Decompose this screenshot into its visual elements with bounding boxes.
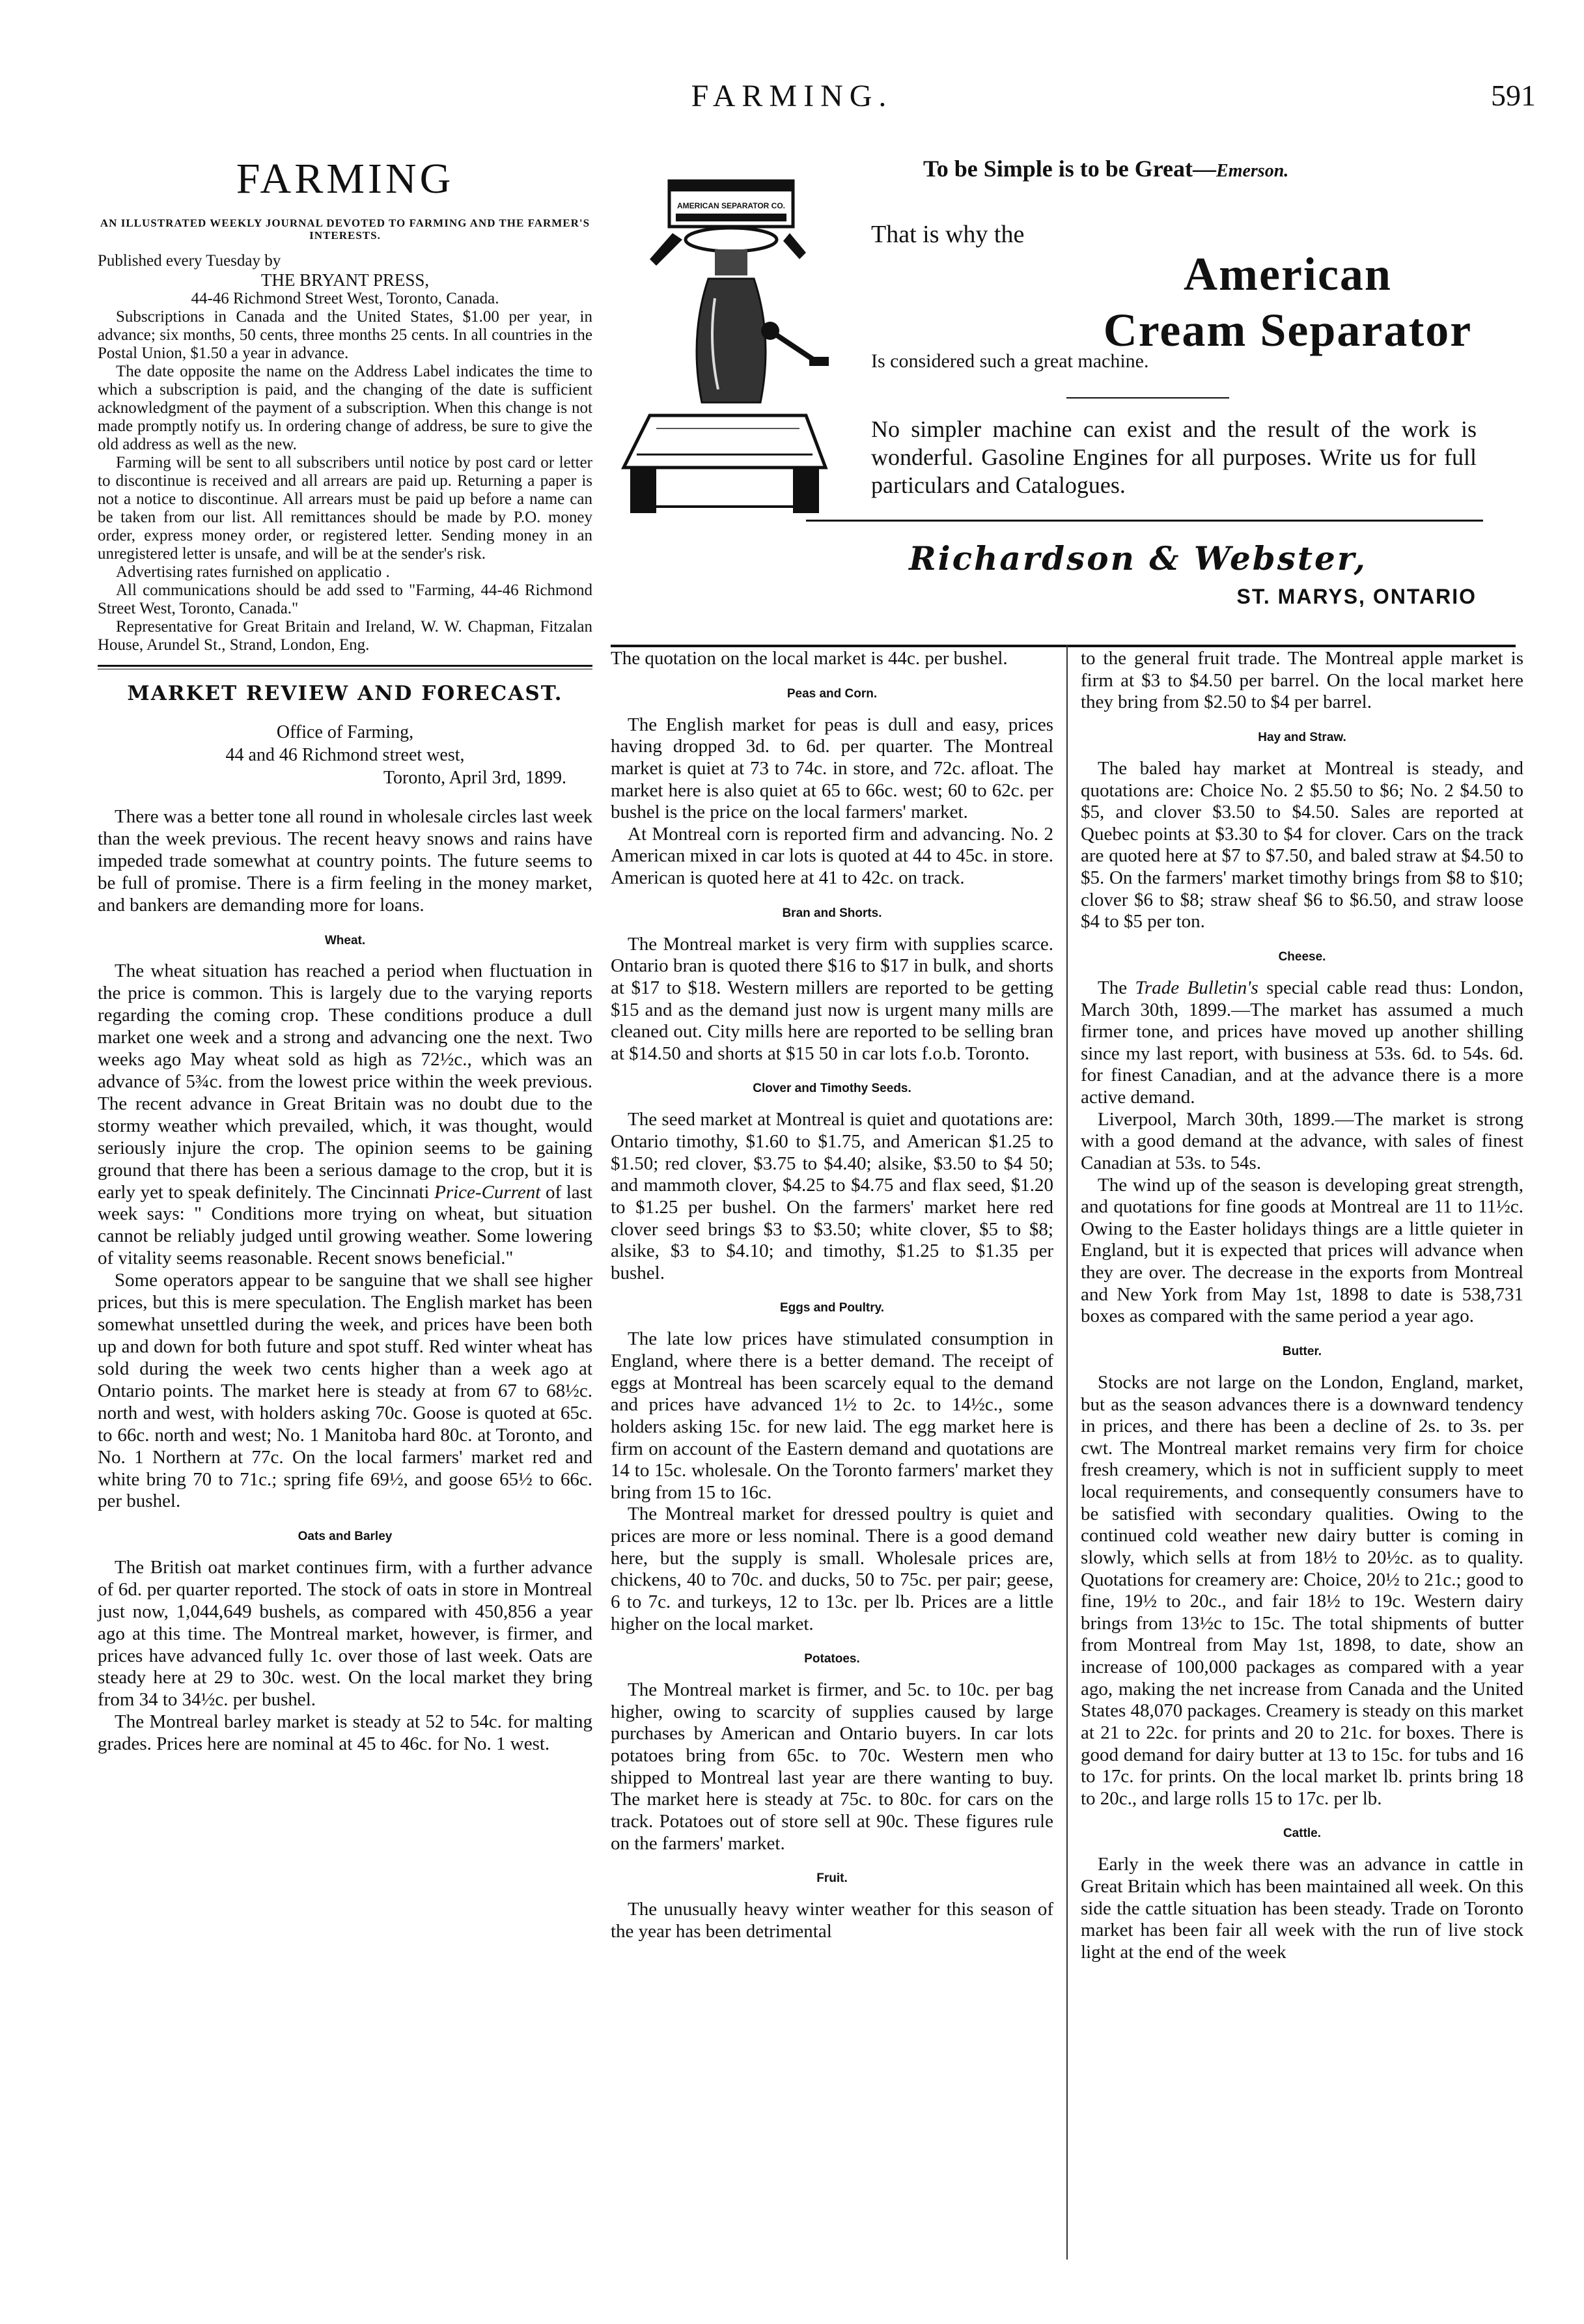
market-review-heading: MARKET REVIEW AND FORECAST. <box>127 682 563 706</box>
peas-paragraph-2: At Montreal corn is reported firm and advancing. No. 2 American mixed in car lots is quoted at 44 to 45c. in store. American is quoted here at 41 to 42c. on track. <box>611 823 1053 888</box>
ad-rule <box>806 520 1483 522</box>
cheese-paragraph-1 <box>1081 977 1523 1109</box>
hay-paragraph-1: The baled hay market at Montreal is steady, and quotations are: Choice No. 2 $5.50 to $6; No. 2 $4.50 to $5, and clover $3.50 to $4.50. Sales are reported at Quebec points at $3.30 to $4 for clover. Cars on the track are quoted here at $7 to $7.50, and baled straw at $4.50 to $5. On the farmers' market timothy brings from $8 to $10; clover $6 to $8; straw sheaf $6 to $6.50, and straw loose $4 to $5 per ton. <box>1081 757 1523 932</box>
wheat-text: The wheat situation has reached a period when fluctuation in the price is common. This is largely due to the varying reports regarding the coming crop. These conditions produce a dull market one week and a strong and advancing one the next. Two weeks ago May wheat sold as high as 72½c., which was an advance of 5¾c. from the lowest price within the week previous. The recent advance in Great Britain was no doubt due to the stormy weather which prevailed, which, it was thought, would seriously injure the crop. The opinion seems to be gaining ground that there has been a serious damage to the crop, but it is early yet to speak definitely. The Cincinnati <box>98 960 592 1203</box>
cheese-heading: Cheese. <box>1278 949 1326 964</box>
eggs-heading: Eggs and Poultry. <box>779 1301 885 1315</box>
eggs-paragraph-1: The late low prices have stimulated consumption in England, where there is a better demand. The receipt of eggs at Montreal has been scarcely equal to the demand and prices have advanced 1½ to 2c. to 14½c., some holders asking 15c. for new laid. The egg market here is firm on account of the Eastern demand and quotations are 14 to 15c. wholesale. On the Toronto farmers' market they bring from 15 to 16c. <box>611 1328 1053 1503</box>
cattle-paragraph-1: Early in the week there was an advance in cattle in Great Britain which has been maintained all week. On this side the cattle situation has been steady. Trade on Toronto market has been fair all week with the run of live stock light at the end of the week <box>1081 1854 1523 1963</box>
oats-paragraph-2: The Montreal barley market is steady at 52 to 54c. for malting grades. Prices here are nominal at 45 to 46c. for No. 1 west. <box>98 1711 592 1755</box>
section-rule <box>98 665 592 669</box>
cream-separator-illustration <box>611 168 832 533</box>
separator-label: AMERICAN SEPARATOR CO. <box>676 201 786 210</box>
page-number: 591 <box>1491 79 1536 112</box>
communications-notice: All communications should be add ssed to "Farming, 44-46 Richmond Street West, Toronto, Canada." <box>98 581 592 618</box>
date-label-notice: The date opposite the name on the Address Label indicates the time to which a subscription is paid, and the changing of the date is sufficient acknowledgment of the payment of a subscription. When this change is not made promptly notify us. In ordering change of address, be sure to give the old address as well as the new. <box>98 363 592 454</box>
right-column <box>1081 648 1523 1964</box>
wheat-quote: of last week says: " Conditions more trying on wheat, but situation cannot be reliably judged until growing weather. Some lowering of vitality seems reasonable. Recent snows beneficial." <box>98 1181 592 1269</box>
representative-notice: Representative for Great Britain and Ireland, W. W. Chapman, Fitzalan House, Arundel St., Strand, London, Eng. <box>98 618 592 654</box>
market-intro: There was a better tone all round in wholesale circles last week than the week previous. The recent heavy snows and rains have impeded trade somewhat at country points. The future seems to be full of promise. There is a firm feeling in the money market, and bankers are demanding more for loans. <box>98 806 592 916</box>
butter-paragraph-1: Stocks are not large on the London, England, market, but as the season advances there is a downward tendency in prices, and there has been a decline of 2s. to 3s. per cwt. The Montreal market remains very firm for choice fresh creamery, which is not in sufficient supply to meet local requirements, and consequently consumers have to be satisfied with secondary qualities. Owing to the continued cold weather new dairy butter is coming in slowly, which sells at from 18½ to 20½c. as to quality. Quotations for creamery are: Choice, 20½ to 21c.; good to fine, 19½ to 20c., and fair 18½ to 19c. Western dairy brings from 13½c to 15c. The total shipments of butter from Montreal from May 1st, 1898, to date, show an increase of 100,000 packages as compared with a year ago, making the net increase from Canada and the United States 48,070 packages. Creamery is steady on this market at 21 to 22c. for prints and 20 to 21c. for boxes. There is good demand for dairy butter at 13 to 15c. for tubs and 16 to 17c. for prints. On the local market lb. prints bring 18 to 20c., and large rolls 15 to 17c. per lb. <box>1081 1371 1523 1809</box>
tagline-attribution: Emerson. <box>1216 161 1289 181</box>
left-column <box>98 155 592 1756</box>
ad-why-line: That is why the <box>871 221 1025 248</box>
bran-paragraph-1: The Montreal market is very firm with supplies scarce. Ontario bran is quoted there $16 to $17 in bulk, and shorts at $17 to $18. Western millers are reported to be getting $15 and as the demand just now is urgent many mills are cleaned out. City mills here are reported to be selling bran at $14.50 and shorts at $15 50 in car lots f.o.b. Toronto. <box>611 933 1053 1064</box>
oats-heading: Oats and Barley <box>298 1530 393 1544</box>
running-title: FARMING. <box>691 79 893 113</box>
fruit-paragraph-1: The unusually heavy winter weather for this season of the year has been detrimental <box>611 1899 1053 1942</box>
discontinue-notice: Farming will be sent to all subscribers until notice by post card or letter to discontinue is received and all arrears are paid up. Returning a paper is not a notice to discontinue. All arrears must be paid up before a name can be taken from our list. All remittances should be made by P.O. money order, express money order, or registered letter. Sending money in an unregistered letter is unsafe, and will be at the sender's risk. <box>98 454 592 563</box>
clover-heading: Clover and Timothy Seeds. <box>753 1082 911 1096</box>
office-line-2: 44 and 46 Richmond street west, <box>225 745 465 766</box>
office-line-1: Office of Farming, <box>276 722 414 743</box>
ad-firm-name: Richardson & Webster, <box>909 539 1367 578</box>
fruit-heading: Fruit. <box>816 1871 848 1886</box>
butter-heading: Butter. <box>1282 1344 1322 1358</box>
cream-separator-drawing <box>611 168 832 533</box>
ad-firm-location: ST. MARYS, ONTARIO <box>1236 585 1477 608</box>
masthead-title: FARMING <box>236 155 454 203</box>
wheat-paragraph-1 <box>98 960 592 1270</box>
trade-bulletin-title: Trade Bulletin's <box>1135 977 1258 998</box>
potatoes-heading: Potatoes. <box>804 1652 860 1666</box>
ad-pitch: No simpler machine can exist and the result of the work is wonderful. Gasoline Engines for all purposes. Write us for full particulars and Catalogues. <box>871 416 1477 499</box>
ad-tagline <box>923 155 1288 182</box>
eggs-paragraph-2: The Montreal market for dressed poultry is quiet and prices are more or less nominal. There is a good demand here, but the supply is small. Wholesale prices are, chickens, 40 to 70c. and ducks, 50 to 75c. per pair; geese, 6 to 7c. and turkeys, 12 to 13c. per lb. Prices are a little higher on the local market. <box>611 1504 1053 1634</box>
cheese-text: special cable read thus: London, March 30th, 1899.—The market has assumed a much firmer tone, and prices have moved up another shilling since my last report, with business at 53s. 6d. to 54s. 6d. for finest Canadian, and at the advance there is a more active demand. <box>1081 977 1524 1108</box>
tagline-text: To be Simple is to be Great— <box>923 156 1217 182</box>
wheat-paragraph-2: Some operators appear to be sanguine that we shall see higher prices, but this is mere speculation. The English market has been somewhat unsettled during the week, and prices have been both up and down for both future and spot stuff. Red winter wheat has sold during the week two cents higher than a week ago at Ontario points. The market here is steady at from 67 to 68½c. north and west, with holders asking 70c. Goose is quoted at 65c. to 66c. north and west; No. 1 Manitoba hard 80c. at Toronto, and No. 1 Northern at 77c. On the local farmers' market red and white bring 70 to 71c.; spring fife 69½, and goose 65½ to 66c. per bushel. <box>98 1270 592 1512</box>
price-current-title: Price-Current <box>434 1181 541 1203</box>
wheat-heading: Wheat. <box>324 933 366 947</box>
publisher-name: THE BRYANT PRESS, <box>260 270 430 290</box>
office-dateline <box>98 721 592 789</box>
peas-paragraph-1: The English market for peas is dull and easy, prices having dropped 3d. to 6d. per quarter. The Montreal market is quiet at 73 to 74c. in store, and 72c. afloat. The market here is also quiet at 65 to 66c. west; 60 to 62c. per bushel is the price on the local farmers' market. <box>611 714 1053 823</box>
cheese-paragraph-2: Liverpool, March 30th, 1899.—The market is strong with a good demand at the advance, with sales of finest Canadian at 53s. to 54s. <box>1081 1108 1523 1173</box>
office-line-3: Toronto, April 3rd, 1899. <box>383 768 566 789</box>
ad-brand-name <box>1066 246 1509 359</box>
oats-paragraph-1: The British oat market continues firm, with a further advance of 6d. per quarter reported. The stock of oats in store in Montreal just now, 1,044,649 bushels, as compared with 450,856 a year ago at this time. The Montreal market, however, is firmer, and prices have advanced fully 1c. over those of last week. Oats are steady here at 29 to 30c. west. On the local market they bring from 34 to 34½c. per bushel. <box>98 1556 592 1711</box>
brand-line-2: Cream Separator <box>1103 304 1473 357</box>
middle-column <box>611 648 1053 1942</box>
cattle-heading: Cattle. <box>1283 1827 1322 1841</box>
masthead-subtitle: AN ILLUSTRATED WEEKLY JOURNAL DEVOTED TO FARMING AND THE FARMER'S INTERESTS. <box>100 216 591 242</box>
advertising-notice: Advertising rates furnished on applicatio . <box>116 563 390 581</box>
fruit-continued: to the general fruit trade. The Montreal apple market is firm at $3 to $4.50 per barrel. On the local market here they bring from $2.50 to $4 per barrel. <box>1081 648 1523 713</box>
oats-continued: The quotation on the local market is 44c. per bushel. <box>611 648 1008 669</box>
ad-bottom-rule <box>611 645 1516 647</box>
cream-separator-advertisement <box>611 155 1509 645</box>
cheese-intro-word: The <box>1098 977 1128 998</box>
cheese-paragraph-3: The wind up of the season is developing great strength, and quotations for fine goods at Montreal are 11 to 11½c. Owing to the Easter holidays things are a little quieter in England, but it is expected that prices will advance when they are over. The decrease in the exports from Montreal and New York from May 1st, 1898 to date is 538,731 boxes as compared with the same period a year ago. <box>1081 1174 1523 1327</box>
published-line: Published every Tuesday by <box>98 251 281 270</box>
ad-divider <box>1066 397 1229 399</box>
bran-heading: Bran and Shorts. <box>782 906 882 920</box>
subscriptions-notice: Subscriptions in Canada and the United States, $1.00 per year, in advance; six months, 50 cents, three months 25 cents. In all countries in the Postal Union, $1.50 a year in advance. <box>98 308 592 363</box>
potatoes-paragraph-1: The Montreal market is firmer, and 5c. to 10c. per bag higher, owing to scarcity of supplies caused by large purchases by American and Ontario buyers. In car lots potatoes bring from 65c. to 70c. Western men who shipped to Montreal last year are there wanting to buy. The market here is steady at 75c. to 80c. for cars on the track. Potatoes out of store sell at 90c. These figures rule on the farmers' market. <box>611 1679 1053 1854</box>
brand-line-1: American <box>1184 248 1392 300</box>
peas-heading: Peas and Corn. <box>786 686 878 701</box>
clover-paragraph-1: The seed market at Montreal is quiet and quotations are: Ontario timothy, $1.60 to $1.75, and American $1.25 to $1.50; red clover, $3.75 to $4.40; alsike, $3.50 to $4 50; and mammoth clover, $4.25 to $4.75 and flax seed, $1.20 to $1.25 per bushel. On the farmers' market here red clover seed brings $3 to $3.50; white clover, $5 to $8; alsike, $3 to $4.10; and timothy, $1.25 to $1.35 per bushel. <box>611 1109 1053 1283</box>
ad-considered-line: Is considered such a great machine. <box>871 350 1149 372</box>
hay-heading: Hay and Straw. <box>1258 730 1346 744</box>
publisher-address: 44-46 Richmond Street West, Toronto, Canada. <box>191 290 499 308</box>
column-divider <box>1066 645 1068 2260</box>
